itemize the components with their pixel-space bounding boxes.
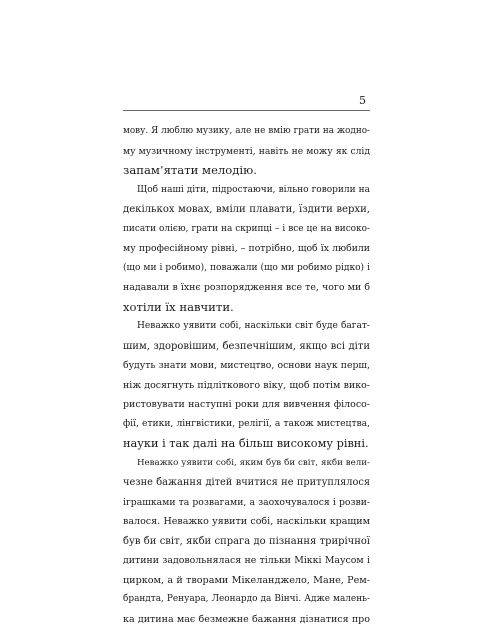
header-rule — [123, 110, 370, 111]
paragraph — [123, 122, 370, 181]
page-number: 5 — [359, 95, 366, 107]
text-line: Щоб наші діти, підростаючи, вільно говорили на — [123, 181, 370, 201]
text-line: був би світ, якби спрага до пізнання трирічної — [123, 532, 370, 552]
text-line: декількох мовах, вміли плавати, їздити верхи, — [123, 200, 370, 220]
text-line: хотіли їх навчити. — [123, 298, 370, 318]
text-line: ристовувати наступні роки для вивчення філосо- — [123, 395, 370, 415]
text-line: дитини задовольнялася не тільки Міккі Маусом і — [123, 551, 370, 571]
text-line: шим, здоровішим, безпечнішим, якщо всі діти — [123, 337, 370, 357]
text-line: фії, етики, лінгвістики, релігії, а також мистецтва, — [123, 415, 370, 435]
text-line: (що ми і робимо), поважали (що ми робимо рідко) і — [123, 259, 370, 279]
text-line: ка дитина має безмежне бажання дізнатися про — [123, 610, 370, 629]
text-line: мову. Я люблю музику, але не вмію грати на жодно- — [123, 122, 370, 142]
text-line: писати олією, грати на скрипці – і все це на високо- — [123, 220, 370, 240]
text-line: науки і так далі на більш високому рівні. — [123, 434, 370, 454]
text-line: ніж досягнуть підліткового віку, щоб потім вико- — [123, 376, 370, 396]
text-line: запам’ятати мелодію. — [123, 161, 370, 181]
text-line: іграшками та розвагами, а заохочувалося і розви- — [123, 493, 370, 513]
text-line: Неважко уявити собі, яким був би світ, якби вели- — [123, 454, 370, 474]
body-text — [123, 122, 370, 629]
text-line: брандта, Ренуара, Леонардо да Вінчі. Адже малень- — [123, 590, 370, 610]
text-line: му музичному інструменті, навіть не можу як слід — [123, 142, 370, 162]
paragraph — [123, 181, 370, 318]
text-line: му професійному рівні, – потрібно, щоб їх любили — [123, 239, 370, 259]
paragraph — [123, 454, 370, 629]
text-line: Неважко уявити собі, наскільки світ буде багат- — [123, 317, 370, 337]
text-line: будуть знати мови, мистецтво, основи наук перш, — [123, 356, 370, 376]
text-line: валося. Неважко уявити собі, наскільки кращим — [123, 512, 370, 532]
text-line: цирком, а й творами Мікеланджело, Мане, Рем- — [123, 571, 370, 591]
text-line: надавали в їхнє розпорядження все те, чого ми б — [123, 278, 370, 298]
text-line: чезне бажання дітей вчитися не притуплялося — [123, 473, 370, 493]
paragraph — [123, 317, 370, 454]
